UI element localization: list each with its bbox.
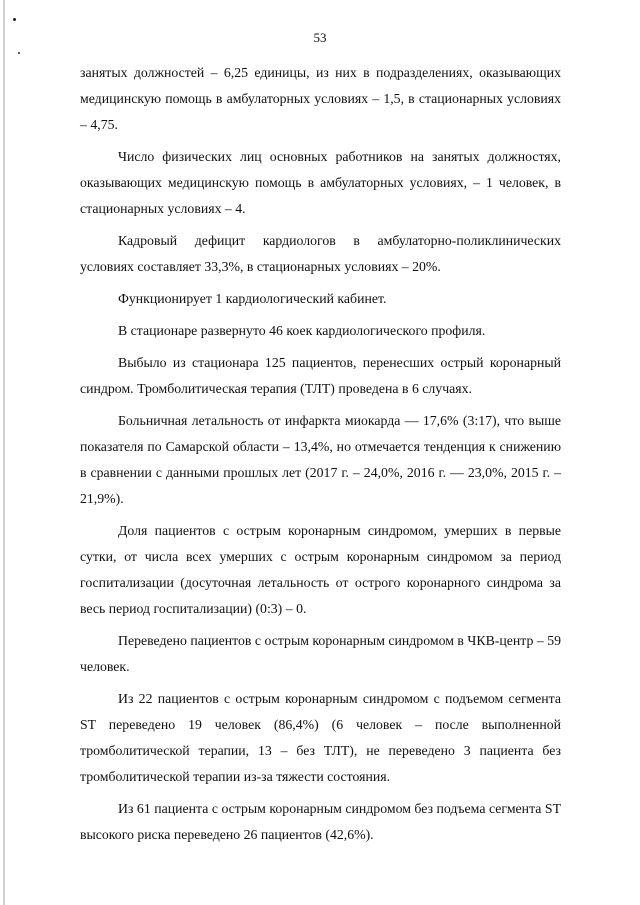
scan-mark [13,18,16,21]
paragraph: Больничная летальность от инфаркта миокарда — 17,6% (3:17), что выше показателя по Самарской области – 13,4%, но отмечается тенденция к снижению в сравнении с данными прошлых лет (2017 г. – 24,0%, 2016 г. — 23,0%, 2015 г. – 21,9%). [80,413,561,506]
paragraph: занятых должностей – 6,25 единицы, из них в подразделениях, оказывающих медицинскую помощь в амбулаторных условиях – 1,5, в стационарных условиях – 4,75. [80,65,561,132]
paragraph: Из 22 пациентов с острым коронарным синдромом с подъемом сегмента ST переведено 19 человек (86,4%) (6 человек – после выполненной тромболитической терапии, 13 – без ТЛТ), не переведено 3 пациента без тромболитической терапии из-за тяжести состояния. [80,691,561,784]
document-body [80,60,561,854]
paragraph: Доля пациентов с острым коронарным синдромом, умерших в первые сутки, от числа всех умерших с острым коронарным синдромом за период госпитализации (досуточная летальность от острого коронарного синдрома за весь период госпитализации) (0:3) – 0. [80,523,561,616]
scan-mark [18,52,20,54]
paragraph: Переведено пациентов с острым коронарным синдромом в ЧКВ-центр – 59 человек. [80,633,561,674]
paragraph: Выбыло из стационара 125 пациентов, перенесших острый коронарный синдром. Тромболитическая терапия (ТЛТ) проведена в 6 случаях. [80,355,561,396]
page-number: 53 [313,30,327,45]
paragraph: Из 61 пациента с острым коронарным синдромом без подъема сегмента ST высокого риска переведено 26 пациентов (42,6%). [80,801,561,842]
paragraph: В стационаре развернуто 46 коек кардиологического профиля. [118,323,486,338]
paragraph: Кадровый дефицит кардиологов в амбулаторно-поликлинических условиях составляет 33,3%, в стационарных условиях – 20%. [80,233,561,274]
scan-edge [3,0,5,905]
paragraph: Функционирует 1 кардиологический кабинет. [118,291,387,306]
paragraph: Число физических лиц основных работников на занятых должностях, оказывающих медицинскую помощь в амбулаторных условиях, – 1 человек, в стационарных условиях – 4. [80,149,561,216]
